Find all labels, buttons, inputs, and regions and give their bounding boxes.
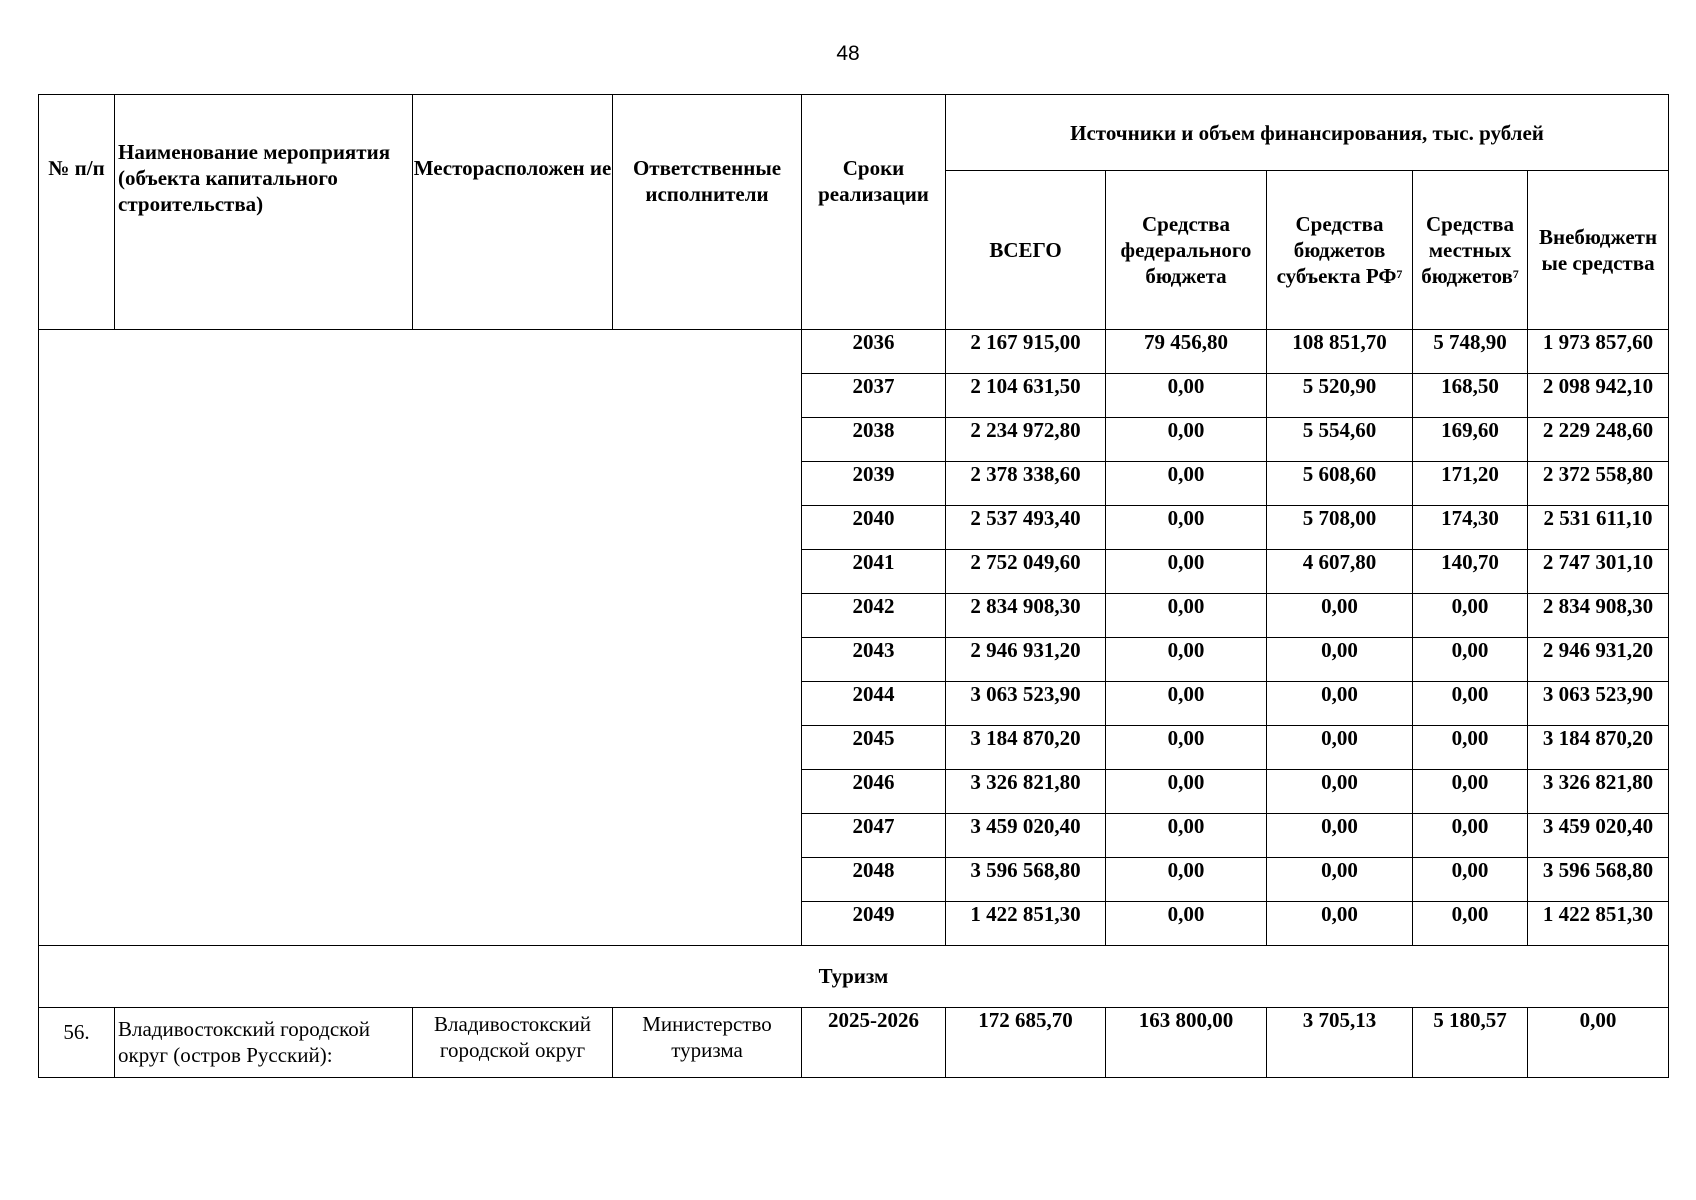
cell-year: 2047 — [802, 814, 946, 858]
cell-year: 2045 — [802, 726, 946, 770]
cell-local: 0,00 — [1413, 770, 1528, 814]
cell-year: 2038 — [802, 418, 946, 462]
cell-offbudget: 3 326 821,80 — [1528, 770, 1669, 814]
cell-federal: 0,00 — [1106, 462, 1267, 506]
cell-total: 2 234 972,80 — [946, 418, 1106, 462]
item-num: 56. — [39, 1008, 115, 1078]
cell-federal: 0,00 — [1106, 726, 1267, 770]
cell-federal: 0,00 — [1106, 770, 1267, 814]
cell-local: 171,20 — [1413, 462, 1528, 506]
item-regional: 3 705,13 — [1267, 1008, 1413, 1078]
item-offbudget: 0,00 — [1528, 1008, 1669, 1078]
cell-total: 2 378 338,60 — [946, 462, 1106, 506]
cell-total: 2 834 908,30 — [946, 594, 1106, 638]
item-total: 172 685,70 — [946, 1008, 1106, 1078]
cell-local: 0,00 — [1413, 594, 1528, 638]
table-row — [39, 1008, 1669, 1078]
cell-total: 2 167 915,00 — [946, 330, 1106, 374]
cell-total: 3 063 523,90 — [946, 682, 1106, 726]
cell-local: 174,30 — [1413, 506, 1528, 550]
empty-merged-cell — [39, 330, 802, 946]
cell-total: 3 184 870,20 — [946, 726, 1106, 770]
cell-year: 2039 — [802, 462, 946, 506]
cell-federal: 0,00 — [1106, 418, 1267, 462]
cell-total: 3 596 568,80 — [946, 858, 1106, 902]
cell-federal: 0,00 — [1106, 682, 1267, 726]
financing-table — [38, 94, 1669, 1078]
cell-year: 2042 — [802, 594, 946, 638]
cell-offbudget: 2 229 248,60 — [1528, 418, 1669, 462]
cell-regional: 0,00 — [1267, 902, 1413, 946]
cell-total: 2 946 931,20 — [946, 638, 1106, 682]
cell-regional: 5 554,60 — [1267, 418, 1413, 462]
cell-offbudget: 2 946 931,20 — [1528, 638, 1669, 682]
item-local: 5 180,57 — [1413, 1008, 1528, 1078]
col-header-federal: Средства федерального бюджета — [1106, 171, 1267, 330]
cell-federal: 0,00 — [1106, 594, 1267, 638]
cell-offbudget: 3 459 020,40 — [1528, 814, 1669, 858]
cell-local: 0,00 — [1413, 638, 1528, 682]
cell-year: 2037 — [802, 374, 946, 418]
cell-federal: 0,00 — [1106, 814, 1267, 858]
cell-local: 168,50 — [1413, 374, 1528, 418]
cell-total: 3 326 821,80 — [946, 770, 1106, 814]
col-header-sources: Источники и объем финансирования, тыс. рублей — [946, 95, 1669, 171]
cell-regional: 0,00 — [1267, 638, 1413, 682]
cell-regional: 5 708,00 — [1267, 506, 1413, 550]
cell-year: 2049 — [802, 902, 946, 946]
col-header-regional-text: Средства бюджетов субъекта РФ — [1276, 212, 1397, 288]
cell-regional: 0,00 — [1267, 814, 1413, 858]
item-name: Владивостокский городской округ (остров Русский): — [115, 1008, 413, 1078]
cell-regional: 0,00 — [1267, 770, 1413, 814]
item-location: Владивостокский городской округ — [413, 1008, 613, 1078]
cell-federal: 0,00 — [1106, 506, 1267, 550]
cell-total: 2 537 493,40 — [946, 506, 1106, 550]
cell-offbudget: 2 531 611,10 — [1528, 506, 1669, 550]
cell-offbudget: 2 098 942,10 — [1528, 374, 1669, 418]
cell-local: 0,00 — [1413, 682, 1528, 726]
cell-year: 2043 — [802, 638, 946, 682]
cell-local: 0,00 — [1413, 902, 1528, 946]
item-responsible: Министерство туризма — [613, 1008, 802, 1078]
footnote-mark: 7 — [1512, 267, 1519, 281]
cell-federal: 0,00 — [1106, 638, 1267, 682]
footnote-mark: 7 — [1396, 267, 1403, 281]
cell-regional: 5 608,60 — [1267, 462, 1413, 506]
cell-year: 2046 — [802, 770, 946, 814]
cell-local: 5 748,90 — [1413, 330, 1528, 374]
cell-regional: 108 851,70 — [1267, 330, 1413, 374]
cell-offbudget: 3 063 523,90 — [1528, 682, 1669, 726]
cell-regional: 5 520,90 — [1267, 374, 1413, 418]
item-period: 2025-2026 — [802, 1008, 946, 1078]
cell-year: 2041 — [802, 550, 946, 594]
cell-local: 0,00 — [1413, 858, 1528, 902]
cell-total: 2 752 049,60 — [946, 550, 1106, 594]
cell-local: 140,70 — [1413, 550, 1528, 594]
cell-federal: 79 456,80 — [1106, 330, 1267, 374]
cell-federal: 0,00 — [1106, 550, 1267, 594]
cell-local: 0,00 — [1413, 814, 1528, 858]
cell-federal: 0,00 — [1106, 902, 1267, 946]
item-federal: 163 800,00 — [1106, 1008, 1267, 1078]
cell-offbudget: 1 973 857,60 — [1528, 330, 1669, 374]
cell-federal: 0,00 — [1106, 858, 1267, 902]
cell-year: 2048 — [802, 858, 946, 902]
cell-offbudget: 2 372 558,80 — [1528, 462, 1669, 506]
section-title: Туризм — [39, 946, 1669, 1008]
cell-offbudget: 3 596 568,80 — [1528, 858, 1669, 902]
cell-offbudget: 2 747 301,10 — [1528, 550, 1669, 594]
col-header-num: № п/п — [39, 95, 115, 330]
col-header-local-text: Средства местных бюджетов — [1421, 212, 1514, 288]
cell-regional: 0,00 — [1267, 682, 1413, 726]
cell-year: 2040 — [802, 506, 946, 550]
cell-year: 2044 — [802, 682, 946, 726]
col-header-local — [1413, 171, 1528, 330]
cell-total: 3 459 020,40 — [946, 814, 1106, 858]
cell-regional: 0,00 — [1267, 726, 1413, 770]
cell-local: 169,60 — [1413, 418, 1528, 462]
col-header-location: Месторасположен ие — [413, 95, 613, 330]
cell-total: 1 422 851,30 — [946, 902, 1106, 946]
cell-offbudget: 1 422 851,30 — [1528, 902, 1669, 946]
cell-regional: 4 607,80 — [1267, 550, 1413, 594]
col-header-regional — [1267, 171, 1413, 330]
year-rows — [39, 330, 1669, 946]
col-header-total: ВСЕГО — [946, 171, 1106, 330]
cell-regional: 0,00 — [1267, 858, 1413, 902]
cell-offbudget: 2 834 908,30 — [1528, 594, 1669, 638]
cell-local: 0,00 — [1413, 726, 1528, 770]
table-row — [39, 330, 1669, 374]
cell-total: 2 104 631,50 — [946, 374, 1106, 418]
cell-federal: 0,00 — [1106, 374, 1267, 418]
col-header-period: Сроки реализации — [802, 95, 946, 330]
page-number: 48 — [836, 42, 860, 65]
col-header-name: Наименование мероприятия (объекта капитального строительства) — [115, 95, 413, 330]
cell-regional: 0,00 — [1267, 594, 1413, 638]
col-header-responsible: Ответственные исполнители — [613, 95, 802, 330]
col-header-offbudget: Внебюджетн ые средства — [1528, 171, 1669, 330]
cell-offbudget: 3 184 870,20 — [1528, 726, 1669, 770]
cell-year: 2036 — [802, 330, 946, 374]
